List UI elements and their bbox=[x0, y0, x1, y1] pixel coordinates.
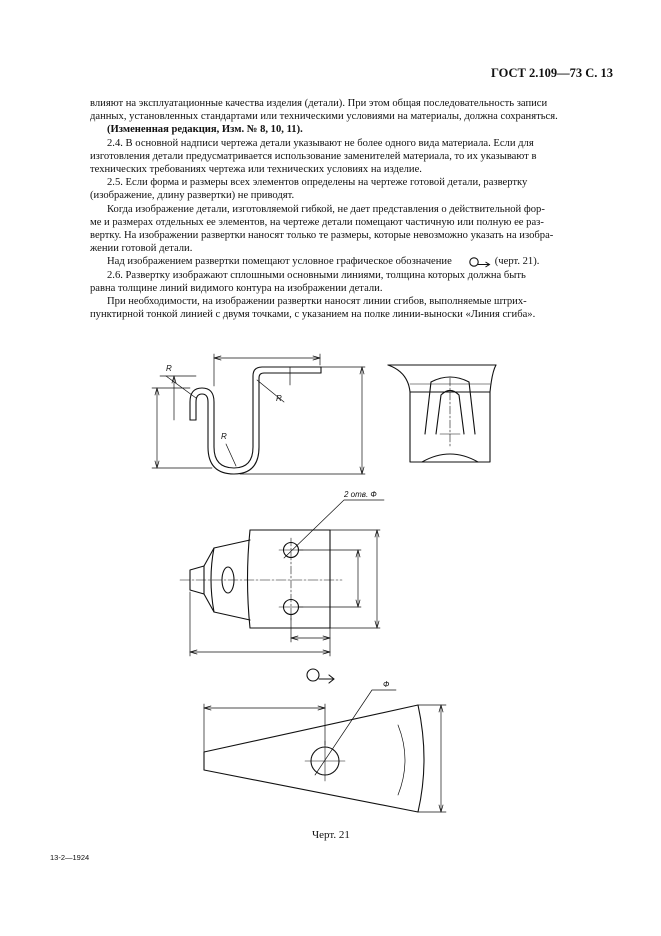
text-line: (изображение, длину развертки) не приводят. bbox=[90, 190, 295, 202]
text-line: 2.4. В основной надписи чертежа детали указывают не более одного вида материала. Если для bbox=[107, 137, 534, 149]
text-line: технических требованиях чертежа или технических условиях на изделие. bbox=[90, 164, 422, 176]
bent-part-side-view bbox=[388, 365, 496, 462]
text-line: равна толщине линий видимого контура на изображении детали. bbox=[90, 282, 383, 294]
flat-pattern-view bbox=[204, 690, 446, 812]
unfolding-symbol-icon bbox=[307, 669, 334, 683]
radius-label: R bbox=[221, 432, 227, 441]
text-line: влияют на эксплуатационные качества изделия (детали). При этом общая последовательность записи bbox=[90, 98, 548, 109]
text-line: жении готовой детали. bbox=[90, 243, 193, 255]
bent-part-front-view bbox=[152, 354, 365, 474]
bent-part-top-view bbox=[180, 500, 384, 656]
diameter-label: Ф bbox=[383, 680, 390, 689]
print-code: 13-2—1924 bbox=[50, 853, 90, 862]
text-line: данных, установленных стандартами или техническими условиями на материалы, должна сохраняться. bbox=[90, 111, 558, 123]
radius-label: R bbox=[276, 394, 282, 403]
text-line: вертку. На изображении развертки наносят только те размеры, которые невозможно указать на изобра- bbox=[90, 230, 554, 242]
text-fragment: Над изображением развертки помещают условное графическое обозначение bbox=[107, 256, 452, 268]
amendment-note: (Измененная редакция, Изм. № 8, 10, 11). bbox=[107, 124, 303, 136]
text-line: ме и размерах отдельных ее элементов, на чертеже детали помещают частичную или полную ее раз- bbox=[90, 216, 544, 228]
text-line: изготовления детали предусматривается использование заменителей материала, то их указывают в bbox=[90, 150, 537, 162]
page-header: ГОСТ 2.109—73 С. 13 bbox=[490, 66, 613, 80]
text-line: Когда изображение детали, изготовляемой гибкой, не дает представления о действительной фор- bbox=[107, 203, 545, 215]
figure-caption: Черт. 21 bbox=[312, 829, 350, 841]
radius-label: R bbox=[166, 364, 172, 373]
text-line: При необходимости, на изображении развертки наносят линии сгибов, выполняемые штрих- bbox=[107, 296, 527, 308]
text-fragment: (черт. 21). bbox=[494, 256, 540, 268]
text-line: 2.5. Если форма и размеры всех элементов определены на чертеже готовой детали, развертку bbox=[107, 177, 528, 189]
text-line: 2.6. Развертку изображают сплошными основными линиями, толщина которых должна быть bbox=[107, 269, 526, 281]
holes-label: 2 отв. Ф bbox=[344, 490, 377, 499]
text-line: пунктирной тонкой линией с двумя точками, с указанием на полке линии-выноски «Линия сгиба». bbox=[90, 309, 536, 321]
